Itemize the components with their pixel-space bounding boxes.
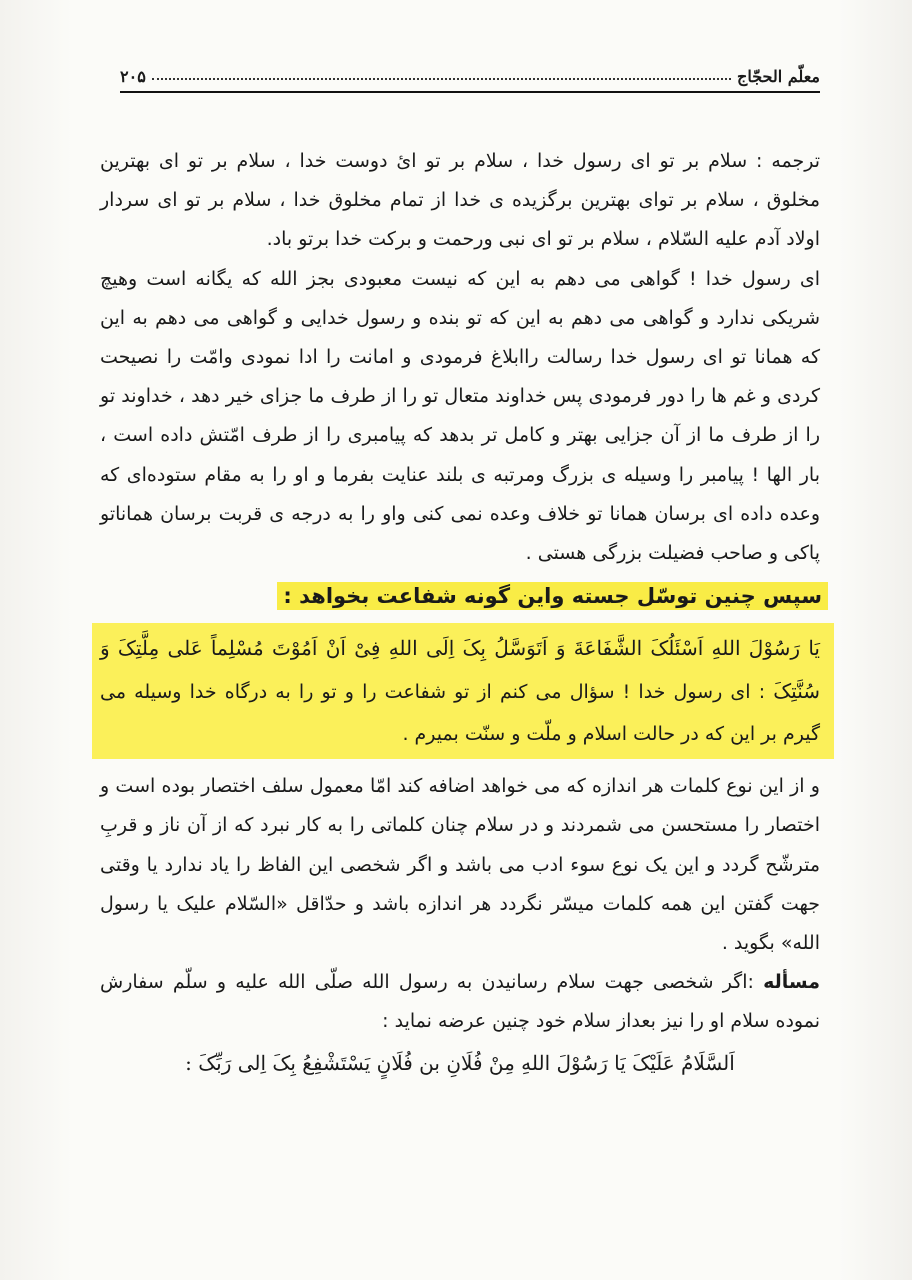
header-dotted-leader xyxy=(152,77,731,80)
page-body xyxy=(100,142,820,1083)
highlighted-heading xyxy=(100,573,828,619)
book-title: معلّم الحجّاج xyxy=(737,67,820,86)
supplication-translation: : ای رسول خدا ! سؤال می کنم از تو شفاعت را و تو را به درگاه خدا وسیله می گیرم بر این که در حالت اسلام و ملّت و سنّت بمیرم . xyxy=(100,681,820,746)
page-number: ۲۰۵ xyxy=(120,67,146,86)
highlighted-heading-text: سپس چنین توسّل جسته واین گونه شفاعت بخواهد : xyxy=(277,582,828,610)
masala-text: :اگر شخصی جهت سلام رسانیدن به رسول الله صلّی الله علیه و سلّم سفارش نموده سلام او را نیز بعداز سلام خود چنین عرضه نماید : xyxy=(100,971,820,1033)
masala-label: مسأله xyxy=(763,971,820,994)
translation-paragraph: ترجمه : سلام بر تو ای رسول خدا ، سلام بر تو ایٔ دوست خدا ، سلام بر تو ای بهترین مخلوق ، سلام بر توای بهترین برگزیده ی خدا از تمام مخلوق خدا ، سلام بر تو ای سردار اولاد آدم علیه السّلام ، سلام بر تو ای نبی ورحمت و برکت خدا برتو باد. xyxy=(100,150,820,251)
header-rule xyxy=(120,91,820,93)
highlighted-supplication xyxy=(92,623,834,759)
final-arabic-greeting: اَلسَّلَامُ عَلَیْکَ یَا رَسُوْلَ اللهِ مِنْ فُلَانِ بن فُلَانٍ یَسْتَشْفِعُ بِکَ اِلی رَبِّکَ : xyxy=(185,1050,735,1075)
page-header xyxy=(120,58,820,86)
masala-paragraph xyxy=(100,963,820,1041)
testimony-paragraph: ای رسول خدا ! گواهی می دهم به این که نیست معبودی بجز الله که یگانه است وهیچ شریکی ندارد و گواهی می دهم به این که تو بنده و رسول خدایی و گواهی می دهم به این که همانا تو ای رسول خدا رسالت راابلاغ فرمودی و امانت را ادا نمودی وامّت را نصیحت کردی و غم ها را دور فرمودی پس خداوند متعال تو را از طرف ما جزای خیر دهد ، خداوند تو را از طرف ما از آن جزایی بهتر و کامل تر بدهد که پیامبری را از طرف امّتش داده است ، بار الها ! پیامبر را وسیله ی بزرگ ومرتبه ی بلند عنایت بفرما و او را به مقام ستوده‌ای که وعده داده ای برسان همانا تو خلاف وعده نمی کنی واو را به درجه ی قربت برسان همانا‌تو پاکی و صاحب فضیلت بزرگی هستی . xyxy=(100,267,820,565)
supplication-arabic: یَا رَسُوْلَ اللهِ اَسْئَلُکَ الشَّفَاعَةَ وَ اَتَوَسَّلُ بِکَ اِلَی اللهِ فِیْ اَنْ اَمُوْتَ مُسْلِماً عَلی مِلَّتِکَ وَ سُنَّتِکَ xyxy=(100,636,820,704)
brevity-paragraph: و از این نوع کلمات هر اندازه که می خواهد اضافه کند امّا معمول سلف اختصار بوده است و اختصار را مستحسن می شمردند و در سلام چنان کلماتی را به کار نبرد که از آن ناز و قربِ مترشّح گردد و این یک نوع سوء ادب می باشد و اگر شخصی این الفاظ را یاد ندارد یا وقتی جهت گفتن این همه کلمات میسّر نگردد هر اندازه باشد و حدّاقل «السّلام علیک یا رسول الله» بگوید . xyxy=(100,775,820,955)
